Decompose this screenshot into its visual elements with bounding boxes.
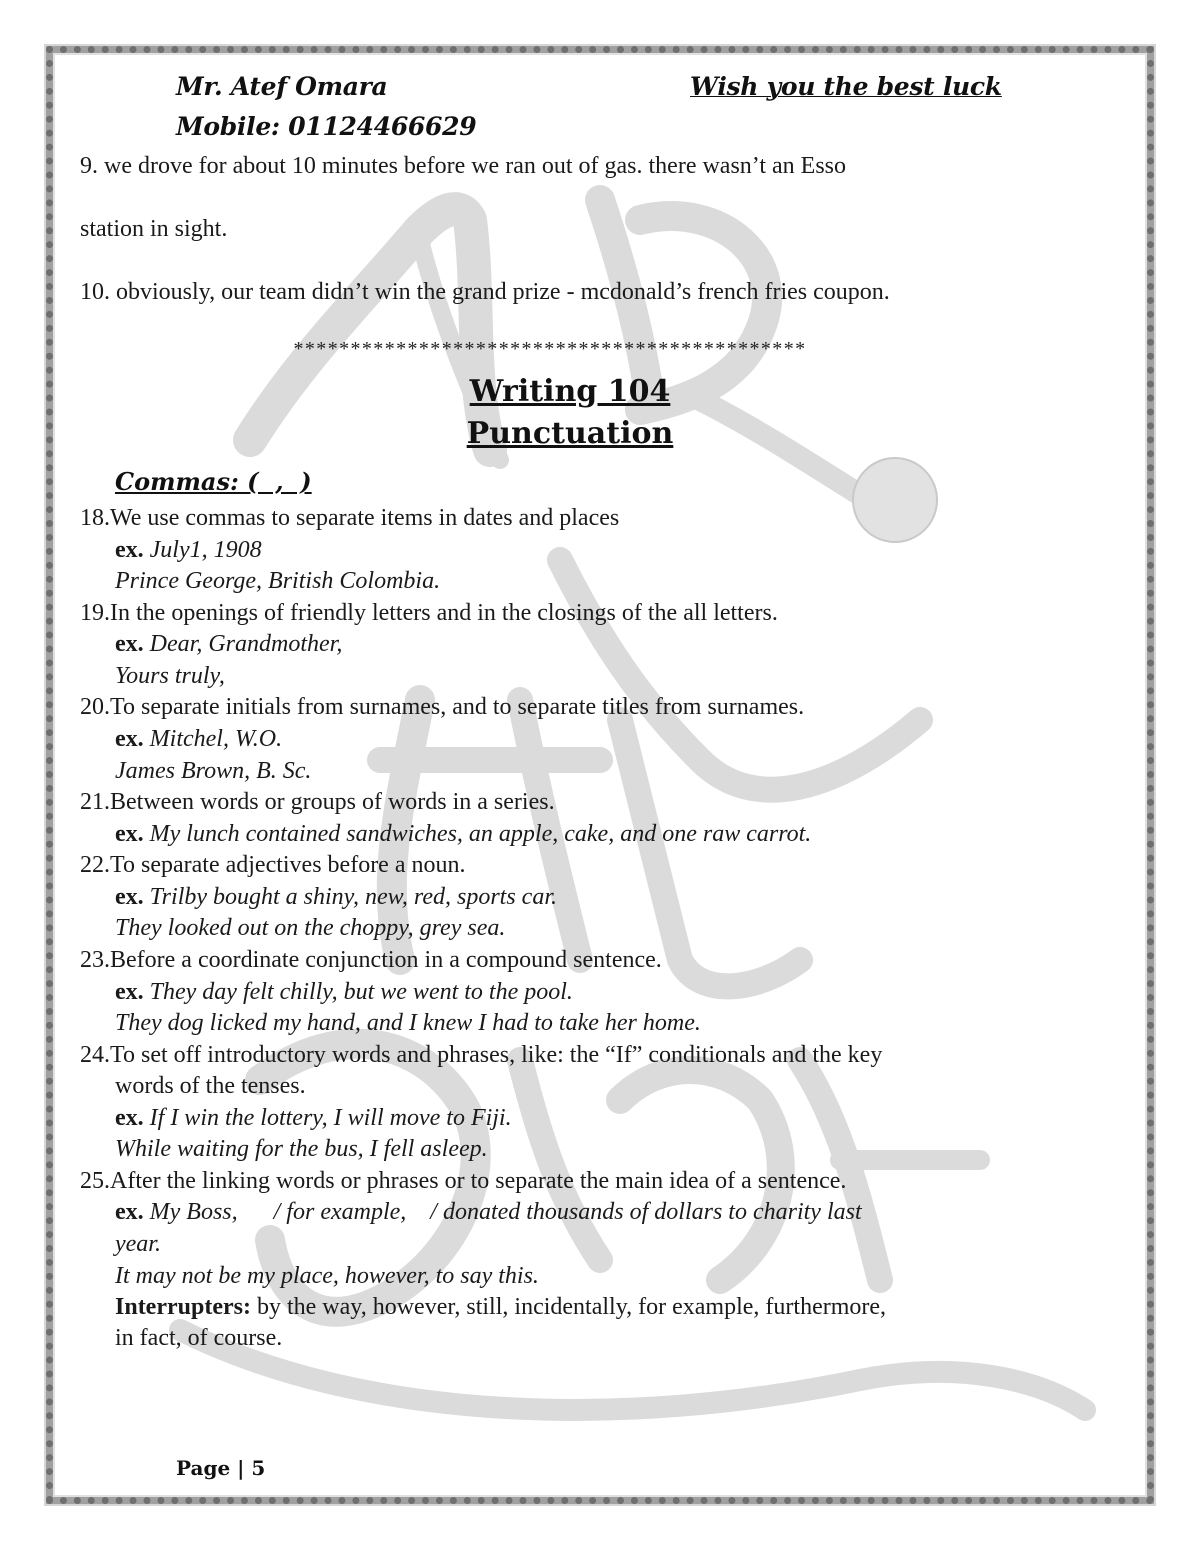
rule-24-example-2: While waiting for the bus, I fell asleep.: [115, 1136, 488, 1162]
example-text: July1, 1908: [149, 537, 262, 563]
rule-18-example-2: Prince George, British Colombia.: [115, 568, 441, 594]
rule-18-example-1: [115, 534, 262, 566]
header-wish: Wish you the best luck: [690, 72, 1002, 101]
interrupters-label: Interrupters:: [115, 1294, 251, 1320]
interrupters-line: [115, 1291, 886, 1323]
example-text: Mitchel, W.O.: [149, 726, 283, 752]
example-text: My Boss, / for example, / donated thousands of dollars to charity last: [149, 1199, 862, 1225]
rule-24-cont: words of the tenses.: [115, 1073, 306, 1099]
rule-22-example-1: [115, 881, 557, 913]
section-heading-commas: Commas: ( , ): [115, 467, 312, 496]
author-name: Mr. Atef Omara: [176, 72, 388, 101]
exercise-10: 10. obviously, our team didn’t win the grand prize - mcdonald’s french fries coupon.: [80, 279, 890, 305]
exercise-9-cont: station in sight.: [80, 216, 228, 242]
example-label: ex.: [115, 1105, 144, 1131]
page-number: Page | 5: [176, 1456, 266, 1480]
exercise-9: 9. we drove for about 10 minutes before we ran out of gas. there wasn’t an Esso: [80, 153, 847, 179]
interrupters-cont: in fact, of course.: [115, 1325, 283, 1351]
example-label: ex.: [115, 821, 144, 847]
rule-25-example-2: It may not be my place, however, to say this.: [115, 1263, 539, 1289]
rule-19: 19.In the openings of friendly letters and in the closings of the all letters.: [80, 600, 778, 626]
rule-20: 20.To separate initials from surnames, and to separate titles from surnames.: [80, 694, 805, 720]
rule-19-example-2: Yours truly,: [115, 663, 225, 689]
rule-25-example-1: [115, 1196, 862, 1228]
example-label: ex.: [115, 631, 144, 657]
interrupters-list: by the way, however, still, incidentally, for example, furthermore,: [250, 1294, 887, 1320]
example-label: ex.: [115, 979, 144, 1005]
rule-23-example-2: They dog licked my hand, and I knew I had to take her home.: [115, 1010, 701, 1036]
rule-20-example-1: [115, 723, 282, 755]
example-text: My lunch contained sandwiches, an apple, cake, and one raw carrot.: [149, 821, 812, 847]
example-text: They day felt chilly, but we went to the pool.: [149, 979, 573, 1005]
page-title: Writing 104: [469, 374, 671, 409]
rule-19-example-1: [115, 628, 342, 660]
rule-18: 18.We use commas to separate items in dates and places: [80, 505, 620, 531]
example-label: ex.: [115, 726, 144, 752]
rule-22-example-2: They looked out on the choppy, grey sea.: [115, 915, 506, 941]
rule-20-example-2: James Brown, B. Sc.: [115, 758, 312, 784]
author-mobile: Mobile: 01124466629: [176, 112, 477, 141]
example-text: If I win the lottery, I will move to Fiji.: [149, 1105, 512, 1131]
example-label: ex.: [115, 1199, 144, 1225]
rule-23: 23.Before a coordinate conjunction in a compound sentence.: [80, 947, 662, 973]
rule-24-example-1: [115, 1102, 512, 1134]
example-text: Trilby bought a shiny, new, red, sports car.: [149, 884, 558, 910]
example-label: ex.: [115, 537, 144, 563]
separator-stars: *********************************************: [293, 338, 807, 360]
rule-21: 21.Between words or groups of words in a series.: [80, 789, 555, 815]
rule-21-example-1: [115, 818, 811, 850]
rule-24: 24.To set off introductory words and phrases, like: the “If” conditionals and the key: [80, 1042, 883, 1068]
page-subtitle: Punctuation: [466, 416, 674, 451]
example-text: Dear, Grandmother,: [149, 631, 343, 657]
rule-25: 25.After the linking words or phrases or to separate the main idea of a sentence.: [80, 1168, 847, 1194]
example-label: ex.: [115, 884, 144, 910]
rule-22: 22.To separate adjectives before a noun.: [80, 852, 466, 878]
rule-23-example-1: [115, 976, 573, 1008]
rule-25-example-1-cont: year.: [115, 1231, 161, 1257]
